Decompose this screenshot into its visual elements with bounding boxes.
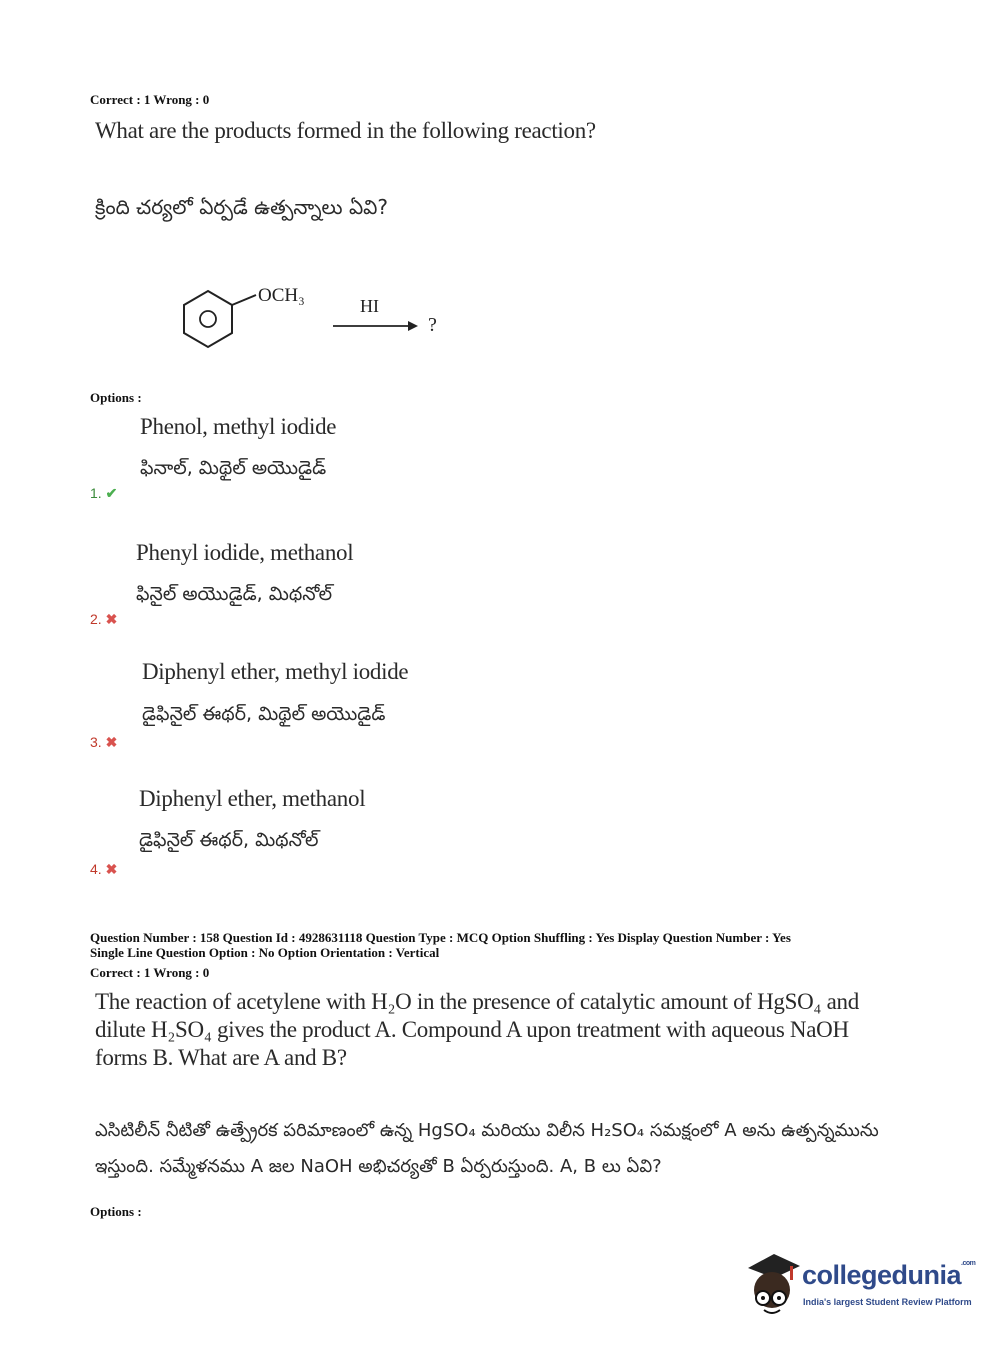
q1-options-label: Options :: [90, 390, 142, 405]
q2-question-te: ఎసిటిలీన్ నీటితో ఉత్ప్రేరక పరిమాణంలో ఉన్న HgSO₄ మరియు విలీన H₂SO₄ సమక్షంలో A అను ఉత్పన్నమును ఇస్తుంది. సమ్మేళనము A జల NaOH అభిచర్యతో B ఏర్పరుస్తుంది. A, B లు ఏవి?: [95, 1120, 879, 1177]
q1-question-te: క్రింది చర్యలో ఏర్పడే ఉత్పన్నాలు ఏవి?: [95, 195, 389, 219]
q1-option-4-number: 4. ✖: [90, 861, 118, 877]
arrow-head: [408, 321, 418, 331]
q1-option-1-number: 1. ✔: [90, 485, 118, 501]
collegedunia-logo: [742, 1250, 976, 1320]
q1-option-3-te: డైఫినైల్ ఈథర్, మిథైల్ అయొడైడ్: [142, 703, 386, 725]
mascot-icon: [742, 1250, 802, 1320]
benzene-circle: [200, 311, 216, 327]
substituent-label: OCH₃: [258, 285, 305, 306]
benzene-ring: [184, 291, 232, 347]
product-label: ?: [428, 314, 437, 336]
q2-question-en: The reaction of acetylene with H₂O in the presence of catalytic amount of HgSO₄ and dilute H₂SO₄ gives the product A. Compound A upon treatment with aqueous NaOH forms B. What are A and B?: [95, 989, 859, 1070]
q1-option-3-number: 3. ✖: [90, 734, 118, 750]
q2-meta-line-2: Single Line Question Option : No Option Orientation : Vertical: [90, 945, 440, 960]
brand-tagline: India's largest Student Review Platform: [803, 1297, 972, 1307]
q2-result: Correct : 1 Wrong : 0: [90, 965, 210, 980]
q1-option-4-te: డైఫినైల్ ఈథర్, మిథనోల్: [139, 829, 319, 851]
q1-option-3-en: Diphenyl ether, methyl iodide: [142, 659, 409, 684]
q1-option-4-en: Diphenyl ether, methanol: [139, 786, 366, 811]
reagent-label: HI: [360, 296, 379, 316]
q1-option-2-number: 2. ✖: [90, 611, 118, 627]
brand-suffix: .com: [961, 1260, 976, 1267]
q1-option-1-en: Phenol, methyl iodide: [140, 414, 337, 439]
bond-line: [232, 295, 256, 305]
q2-options-label: Options :: [90, 1204, 142, 1219]
cross-icon: ✖: [105, 861, 118, 877]
q1-option-1-te: ఫినాల్, మిథైల్ అయొడైడ్: [140, 457, 327, 479]
reaction-diagram: [170, 275, 470, 365]
cross-icon: ✖: [105, 734, 118, 750]
cross-icon: ✖: [105, 611, 118, 627]
q2-meta-line-1: Question Number : 158 Question Id : 4928631118 Question Type : MCQ Option Shuffling : Yes Display Question Number : Yes: [90, 930, 791, 945]
brand-name: collegedunia$^{.com}$: [802, 1260, 976, 1290]
check-icon: ✔: [105, 485, 118, 501]
q1-option-2-en: Phenyl iodide, methanol: [136, 540, 354, 565]
q1-option-2-te: ఫినైల్ అయొడైడ్, మిథనోల్: [136, 583, 333, 605]
q1-result: Correct : 1 Wrong : 0: [90, 92, 210, 107]
q1-question-en: What are the products formed in the following reaction?: [95, 118, 596, 143]
